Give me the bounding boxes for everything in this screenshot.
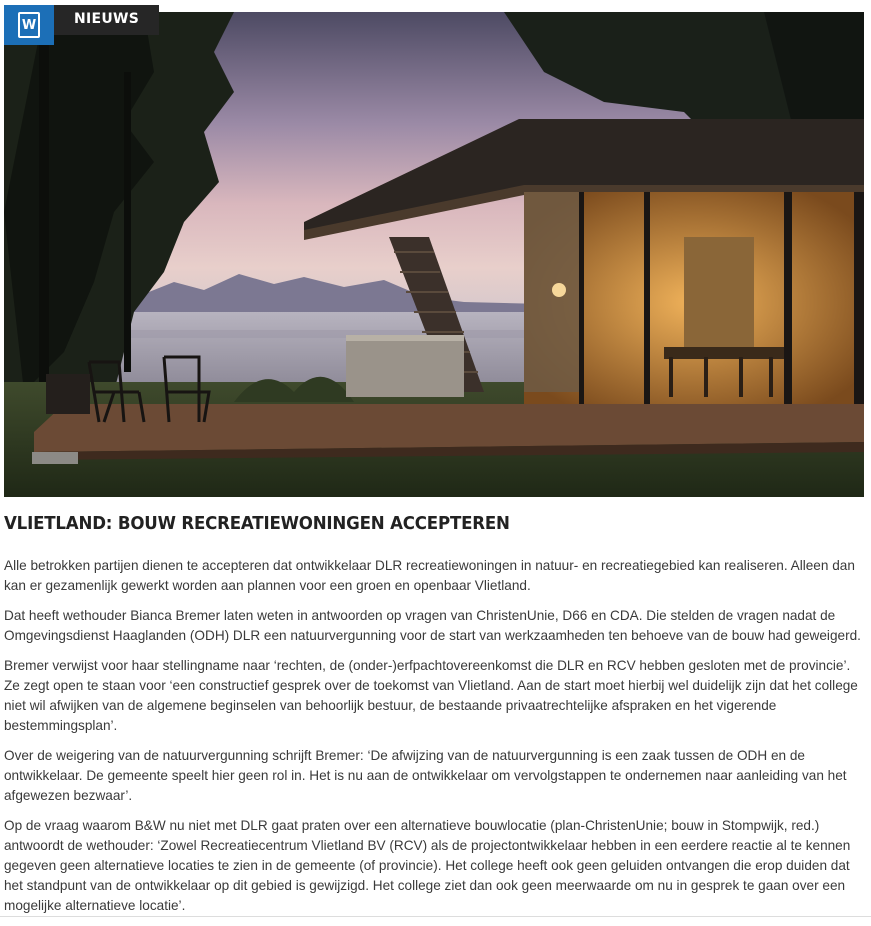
section-label[interactable]: NIEUWS: [54, 5, 159, 35]
article-paragraph: Op de vraag waarom B&W nu niet met DLR gaat praten over een alternatieve bouwlocatie (plan-ChristenUnie; bouw in Stompwijk, red.) antwoordt de wethouder: ‘Zowel Recreatiecentrum Vlietland BV (RCV) als de projectontwikkelaar hebben in een eerdere reactie al te kennen gegeven geen alternatieve locaties te zien in de gemeente (of provincie). Het college heeft ook geen geluiden ontvangen die erop duiden dat het standpunt van de ontwikkelaar op dit gebied is gewijzigd. Het college ziet dan ook geen meerwaarde om nu in gesprek te gaan over een mogelijke alternatieve locatie’.: [4, 818, 851, 913]
article-title: VLIETLAND: BOUW RECREATIEWONINGEN ACCEPTEREN: [4, 514, 510, 534]
article-body: [4, 556, 866, 926]
article-paragraph: Bremer verwijst voor haar stellingname naar ‘rechten, de (onder-)erfpachtovereenkomst die DLR en RCV hebben gesloten met de provincie’. Ze zegt open te staan voor ‘een constructief gesprek over de toekomst van Vlietland. Aan de start moet hierbij wel duidelijk zijn dat het college niet wil afwijken van de algemene beginselen van behoorlijk bestuur, de bestaande privaatrechtelijke afspraken en het vigerende bestemmingsplan’.: [4, 658, 858, 733]
divider: [0, 916, 871, 917]
brand-logo-icon[interactable]: [4, 5, 54, 45]
logo-letter: W: [18, 12, 40, 38]
section-badge: [4, 5, 159, 45]
article-paragraph: Alle betrokken partijen dienen te accepteren dat ontwikkelaar DLR recreatiewoningen in natuur- en recreatiegebied kan realiseren. Alleen dan kan er gezamenlijk gewerkt worden aan plannen voor een groen en openbaar Vlietland.: [4, 558, 855, 593]
article-paragraph: Dat heeft wethouder Bianca Bremer laten weten in antwoorden op vragen van ChristenUnie, D66 en CDA. Die stelden de vragen nadat de Omgevingsdienst Haaglanden (ODH) DLR een natuurvergunning voor de start van werkzaamheden ten behoeve van de bouw had geweigerd.: [4, 608, 861, 643]
hero-photo: [4, 12, 864, 497]
article-paragraph: Over de weigering van de natuurvergunning schrijft Bremer: ‘De afwijzing van de natuurvergunning is een zaak tussen de ODH en de ontwikkelaar. De gemeente speelt hier geen rol in. Het is nu aan de ontwikkelaar om vervolgstappen te ondernemen naar aanleiding van het afgewezen bezwaar’.: [4, 748, 847, 803]
